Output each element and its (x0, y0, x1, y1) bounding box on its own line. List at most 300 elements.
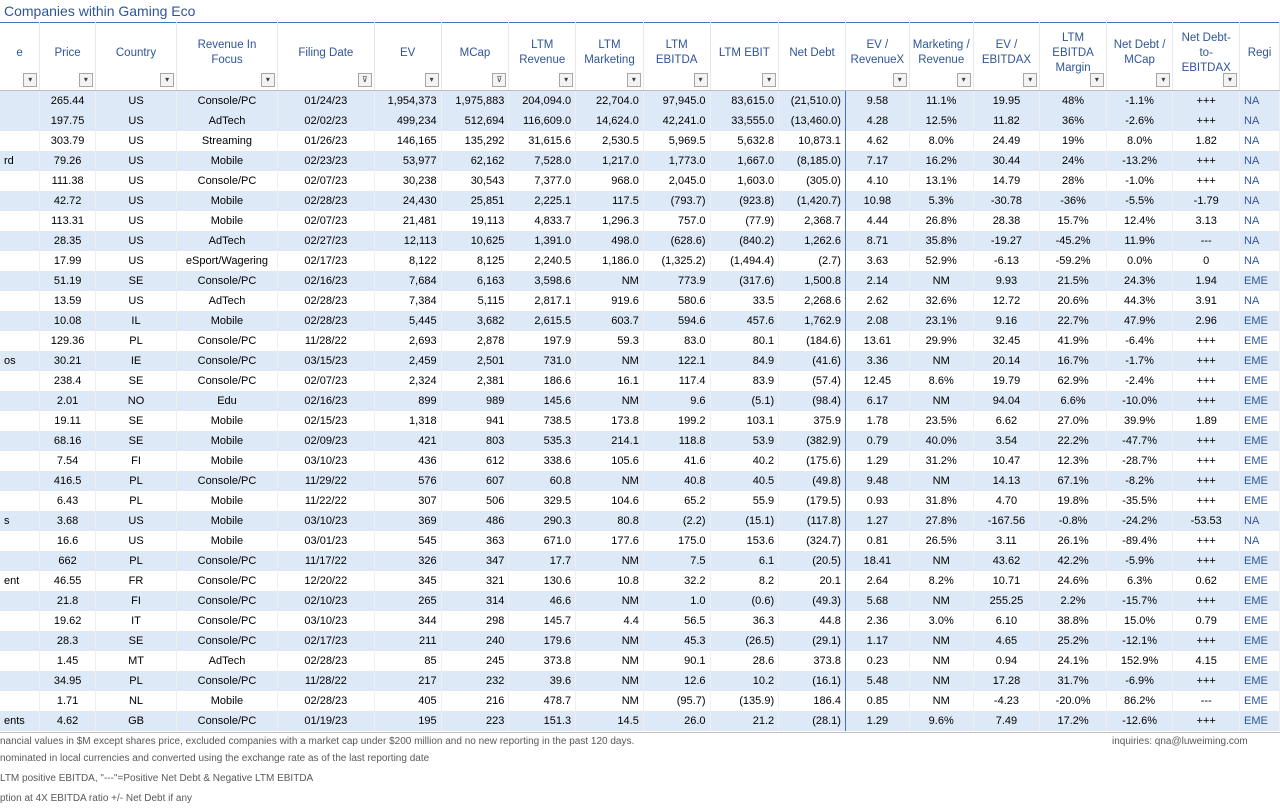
cell-debtebitda[interactable]: 0.62 (1173, 571, 1240, 591)
cell-name[interactable] (0, 91, 40, 111)
cell-debtmcap[interactable]: 11.9% (1106, 231, 1173, 251)
cell-price[interactable]: 13.59 (40, 291, 96, 311)
cell-name[interactable] (0, 391, 40, 411)
cell-focus[interactable]: Mobile (177, 191, 278, 211)
cell-evrev[interactable]: 4.28 (845, 111, 909, 131)
table-row[interactable] (0, 611, 1280, 631)
cell-debtmcap[interactable]: -5.5% (1106, 191, 1173, 211)
cell-filing[interactable]: 02/15/23 (277, 411, 374, 431)
cell-name[interactable] (0, 431, 40, 451)
cell-rev[interactable]: 373.8 (509, 651, 576, 671)
cell-mkt[interactable]: NM (576, 631, 644, 651)
cell-mktrev[interactable]: 31.8% (909, 491, 973, 511)
cell-margin[interactable]: 31.7% (1040, 671, 1107, 691)
cell-ev[interactable]: 405 (374, 691, 441, 711)
cell-filing[interactable]: 02/09/23 (277, 431, 374, 451)
cell-region[interactable]: EME (1240, 371, 1280, 391)
cell-name[interactable]: ent (0, 571, 40, 591)
cell-region[interactable]: EME (1240, 411, 1280, 431)
cell-mcap[interactable]: 216 (441, 691, 509, 711)
cell-mkt[interactable]: NM (576, 271, 644, 291)
cell-rev[interactable]: 329.5 (509, 491, 576, 511)
cell-filing[interactable]: 02/16/23 (277, 391, 374, 411)
cell-price[interactable]: 3.68 (40, 511, 96, 531)
cell-margin[interactable]: 22.7% (1040, 311, 1107, 331)
cell-focus[interactable]: Mobile (177, 691, 278, 711)
cell-debtmcap[interactable]: -6.9% (1106, 671, 1173, 691)
cell-mktrev[interactable]: NM (909, 271, 973, 291)
cell-filing[interactable]: 01/19/23 (277, 711, 374, 731)
cell-mcap[interactable]: 5,115 (441, 291, 509, 311)
cell-mcap[interactable]: 506 (441, 491, 509, 511)
cell-filing[interactable]: 02/02/23 (277, 111, 374, 131)
cell-evebitda[interactable]: 9.16 (973, 311, 1040, 331)
cell-debtmcap[interactable]: 12.4% (1106, 211, 1173, 231)
cell-filing[interactable]: 01/24/23 (277, 91, 374, 111)
cell-price[interactable]: 10.08 (40, 311, 96, 331)
cell-country[interactable]: SE (95, 431, 176, 451)
cell-rev[interactable]: 39.6 (509, 671, 576, 691)
cell-evrev[interactable]: 2.64 (845, 571, 909, 591)
cell-debtmcap[interactable]: -2.6% (1106, 111, 1173, 131)
cell-ebitda[interactable]: 97,945.0 (643, 91, 710, 111)
cell-filing[interactable]: 02/17/23 (277, 631, 374, 651)
cell-region[interactable]: NA (1240, 251, 1280, 271)
cell-debt[interactable]: (8,185.0) (779, 151, 846, 171)
cell-debt[interactable]: (117.8) (779, 511, 846, 531)
cell-debtebitda[interactable]: +++ (1173, 111, 1240, 131)
cell-evebitda[interactable]: 32.45 (973, 331, 1040, 351)
cell-focus[interactable]: Console/PC (177, 271, 278, 291)
cell-name[interactable] (0, 471, 40, 491)
cell-filing[interactable]: 02/23/23 (277, 151, 374, 171)
table-row[interactable] (0, 291, 1280, 311)
cell-mktrev[interactable]: 35.8% (909, 231, 973, 251)
cell-debtebitda[interactable]: 0 (1173, 251, 1240, 271)
cell-mkt[interactable]: 22,704.0 (576, 91, 644, 111)
cell-margin[interactable]: 16.7% (1040, 351, 1107, 371)
filter-dropdown-icon[interactable]: ▾ (627, 73, 641, 87)
cell-ebitda[interactable]: 83.0 (643, 331, 710, 351)
cell-evrev[interactable]: 0.23 (845, 651, 909, 671)
cell-country[interactable]: NO (95, 391, 176, 411)
cell-evrev[interactable]: 7.17 (845, 151, 909, 171)
cell-mcap[interactable]: 135,292 (441, 131, 509, 151)
cell-mcap[interactable]: 10,625 (441, 231, 509, 251)
cell-margin[interactable]: 38.8% (1040, 611, 1107, 631)
table-row[interactable] (0, 331, 1280, 351)
cell-filing[interactable]: 03/10/23 (277, 511, 374, 531)
cell-filing[interactable]: 02/07/23 (277, 371, 374, 391)
cell-mcap[interactable]: 223 (441, 711, 509, 731)
column-header-country[interactable] (95, 22, 176, 91)
cell-debt[interactable]: (179.5) (779, 491, 846, 511)
cell-debtebitda[interactable]: 1.89 (1173, 411, 1240, 431)
cell-mktrev[interactable]: 9.6% (909, 711, 973, 731)
cell-rev[interactable]: 7,377.0 (509, 171, 576, 191)
cell-focus[interactable]: Mobile (177, 211, 278, 231)
cell-debtmcap[interactable]: -12.6% (1106, 711, 1173, 731)
cell-price[interactable]: 662 (40, 551, 96, 571)
cell-debtebitda[interactable]: 1.94 (1173, 271, 1240, 291)
cell-debt[interactable]: (324.7) (779, 531, 846, 551)
cell-ebit[interactable]: 28.6 (710, 651, 779, 671)
cell-evrev[interactable]: 2.14 (845, 271, 909, 291)
cell-evrev[interactable]: 6.17 (845, 391, 909, 411)
table-row[interactable] (0, 411, 1280, 431)
cell-region[interactable]: NA (1240, 91, 1280, 111)
cell-evebitda[interactable]: -4.23 (973, 691, 1040, 711)
cell-margin[interactable]: 24.1% (1040, 651, 1107, 671)
cell-evebitda[interactable]: -167.56 (973, 511, 1040, 531)
cell-mcap[interactable]: 245 (441, 651, 509, 671)
cell-name[interactable]: ents (0, 711, 40, 731)
cell-name[interactable] (0, 371, 40, 391)
cell-mktrev[interactable]: NM (909, 591, 973, 611)
cell-evebitda[interactable]: 14.79 (973, 171, 1040, 191)
cell-ev[interactable]: 369 (374, 511, 441, 531)
cell-debtebitda[interactable]: 3.13 (1173, 211, 1240, 231)
table-row[interactable] (0, 571, 1280, 591)
cell-margin[interactable]: 48% (1040, 91, 1107, 111)
cell-ebitda[interactable]: 122.1 (643, 351, 710, 371)
cell-country[interactable]: US (95, 251, 176, 271)
cell-debt[interactable]: 20.1 (779, 571, 846, 591)
cell-margin[interactable]: -36% (1040, 191, 1107, 211)
cell-debtebitda[interactable]: +++ (1173, 551, 1240, 571)
cell-ev[interactable]: 146,165 (374, 131, 441, 151)
cell-name[interactable] (0, 591, 40, 611)
cell-debtebitda[interactable]: +++ (1173, 171, 1240, 191)
cell-region[interactable]: EME (1240, 671, 1280, 691)
cell-ev[interactable]: 2,459 (374, 351, 441, 371)
cell-ev[interactable]: 576 (374, 471, 441, 491)
cell-name[interactable] (0, 311, 40, 331)
cell-mkt[interactable]: 14.5 (576, 711, 644, 731)
cell-debt[interactable]: 44.8 (779, 611, 846, 631)
cell-country[interactable]: PL (95, 491, 176, 511)
cell-name[interactable] (0, 651, 40, 671)
cell-debtebitda[interactable]: 2.96 (1173, 311, 1240, 331)
cell-name[interactable] (0, 291, 40, 311)
cell-ebit[interactable]: 21.2 (710, 711, 779, 731)
cell-rev[interactable]: 186.6 (509, 371, 576, 391)
cell-mkt[interactable]: 177.6 (576, 531, 644, 551)
cell-name[interactable] (0, 251, 40, 271)
cell-mktrev[interactable]: 32.6% (909, 291, 973, 311)
cell-country[interactable]: US (95, 91, 176, 111)
cell-margin[interactable]: 2.2% (1040, 591, 1107, 611)
cell-evebitda[interactable]: 4.65 (973, 631, 1040, 651)
cell-ev[interactable]: 2,693 (374, 331, 441, 351)
cell-debtmcap[interactable]: -1.1% (1106, 91, 1173, 111)
cell-mktrev[interactable]: NM (909, 471, 973, 491)
cell-ebit[interactable]: (77.9) (710, 211, 779, 231)
cell-debt[interactable]: (49.3) (779, 591, 846, 611)
cell-name[interactable] (0, 411, 40, 431)
cell-mkt[interactable]: 603.7 (576, 311, 644, 331)
cell-mktrev[interactable]: 40.0% (909, 431, 973, 451)
cell-ebit[interactable]: (135.9) (710, 691, 779, 711)
cell-mkt[interactable]: 10.8 (576, 571, 644, 591)
column-header-margin[interactable] (1040, 22, 1107, 91)
cell-price[interactable]: 238.4 (40, 371, 96, 391)
cell-rev[interactable]: 116,609.0 (509, 111, 576, 131)
cell-mkt[interactable]: 2,530.5 (576, 131, 644, 151)
cell-name[interactable] (0, 211, 40, 231)
cell-mcap[interactable]: 321 (441, 571, 509, 591)
cell-filing[interactable]: 02/27/23 (277, 231, 374, 251)
cell-country[interactable]: US (95, 511, 176, 531)
cell-country[interactable]: IT (95, 611, 176, 631)
cell-evrev[interactable]: 0.81 (845, 531, 909, 551)
cell-evebitda[interactable]: 3.11 (973, 531, 1040, 551)
cell-margin[interactable]: 24% (1040, 151, 1107, 171)
cell-price[interactable]: 303.79 (40, 131, 96, 151)
cell-price[interactable]: 113.31 (40, 211, 96, 231)
cell-margin[interactable]: 24.6% (1040, 571, 1107, 591)
cell-mkt[interactable]: 919.6 (576, 291, 644, 311)
table-row[interactable] (0, 711, 1280, 731)
cell-region[interactable]: EME (1240, 391, 1280, 411)
cell-debtebitda[interactable]: +++ (1173, 451, 1240, 471)
cell-evebitda[interactable]: 255.25 (973, 591, 1040, 611)
cell-mcap[interactable]: 30,543 (441, 171, 509, 191)
cell-country[interactable]: US (95, 171, 176, 191)
cell-mcap[interactable]: 2,501 (441, 351, 509, 371)
cell-name[interactable] (0, 451, 40, 471)
cell-filing[interactable]: 02/28/23 (277, 691, 374, 711)
cell-evebitda[interactable]: 9.93 (973, 271, 1040, 291)
cell-debtebitda[interactable]: +++ (1173, 491, 1240, 511)
cell-ebit[interactable]: 8.2 (710, 571, 779, 591)
column-header-debtmcap[interactable] (1106, 22, 1173, 91)
cell-rev[interactable]: 478.7 (509, 691, 576, 711)
cell-region[interactable]: NA (1240, 511, 1280, 531)
cell-ebit[interactable]: 33.5 (710, 291, 779, 311)
cell-margin[interactable]: 12.3% (1040, 451, 1107, 471)
cell-ebit[interactable]: 1,667.0 (710, 151, 779, 171)
cell-price[interactable]: 416.5 (40, 471, 96, 491)
cell-filing[interactable]: 03/15/23 (277, 351, 374, 371)
cell-debtmcap[interactable]: 15.0% (1106, 611, 1173, 631)
cell-mkt[interactable]: NM (576, 391, 644, 411)
cell-debtmcap[interactable]: -15.7% (1106, 591, 1173, 611)
cell-focus[interactable]: Mobile (177, 151, 278, 171)
cell-evrev[interactable]: 1.29 (845, 451, 909, 471)
table-row[interactable] (0, 271, 1280, 291)
cell-mkt[interactable]: 1,217.0 (576, 151, 644, 171)
cell-evebitda[interactable]: 43.62 (973, 551, 1040, 571)
cell-mktrev[interactable]: NM (909, 691, 973, 711)
cell-region[interactable]: EME (1240, 471, 1280, 491)
cell-focus[interactable]: AdTech (177, 651, 278, 671)
cell-region[interactable]: EME (1240, 571, 1280, 591)
cell-country[interactable]: US (95, 531, 176, 551)
cell-ebitda[interactable]: 773.9 (643, 271, 710, 291)
cell-rev[interactable]: 671.0 (509, 531, 576, 551)
cell-filing[interactable]: 02/28/23 (277, 651, 374, 671)
cell-debtebitda[interactable]: +++ (1173, 331, 1240, 351)
cell-margin[interactable]: 6.6% (1040, 391, 1107, 411)
cell-price[interactable]: 7.54 (40, 451, 96, 471)
cell-ebit[interactable]: 10.2 (710, 671, 779, 691)
cell-mktrev[interactable]: 8.0% (909, 131, 973, 151)
cell-margin[interactable]: 19% (1040, 131, 1107, 151)
cell-mktrev[interactable]: 26.8% (909, 211, 973, 231)
cell-ebit[interactable]: 5,632.8 (710, 131, 779, 151)
cell-mktrev[interactable]: 3.0% (909, 611, 973, 631)
filter-dropdown-icon[interactable]: ▾ (1023, 73, 1037, 87)
cell-mkt[interactable]: 80.8 (576, 511, 644, 531)
cell-mkt[interactable]: 214.1 (576, 431, 644, 451)
cell-ebitda[interactable]: (95.7) (643, 691, 710, 711)
table-row[interactable] (0, 391, 1280, 411)
cell-debtmcap[interactable]: 86.2% (1106, 691, 1173, 711)
cell-debt[interactable]: (175.6) (779, 451, 846, 471)
cell-ebitda[interactable]: 9.6 (643, 391, 710, 411)
cell-filing[interactable]: 11/29/22 (277, 471, 374, 491)
cell-country[interactable]: SE (95, 631, 176, 651)
cell-mktrev[interactable]: 31.2% (909, 451, 973, 471)
cell-debtebitda[interactable]: 4.15 (1173, 651, 1240, 671)
cell-debtebitda[interactable]: +++ (1173, 391, 1240, 411)
cell-debt[interactable]: 375.9 (779, 411, 846, 431)
cell-rev[interactable]: 1,391.0 (509, 231, 576, 251)
cell-margin[interactable]: 22.2% (1040, 431, 1107, 451)
cell-debtmcap[interactable]: -89.4% (1106, 531, 1173, 551)
cell-debtmcap[interactable]: -47.7% (1106, 431, 1173, 451)
cell-name[interactable] (0, 231, 40, 251)
table-row[interactable] (0, 111, 1280, 131)
table-row[interactable] (0, 311, 1280, 331)
cell-focus[interactable]: Mobile (177, 311, 278, 331)
cell-evebitda[interactable]: 14.13 (973, 471, 1040, 491)
cell-mktrev[interactable]: NM (909, 631, 973, 651)
cell-evrev[interactable]: 10.98 (845, 191, 909, 211)
cell-debtebitda[interactable]: 1.82 (1173, 131, 1240, 151)
cell-evebitda[interactable]: -19.27 (973, 231, 1040, 251)
cell-country[interactable]: PL (95, 671, 176, 691)
cell-debtmcap[interactable]: -1.7% (1106, 351, 1173, 371)
cell-margin[interactable]: -0.8% (1040, 511, 1107, 531)
cell-rev[interactable]: 145.7 (509, 611, 576, 631)
cell-country[interactable]: US (95, 191, 176, 211)
cell-mkt[interactable]: NM (576, 591, 644, 611)
cell-mktrev[interactable]: 29.9% (909, 331, 973, 351)
cell-evrev[interactable]: 4.10 (845, 171, 909, 191)
cell-debt[interactable]: (21,510.0) (779, 91, 846, 111)
cell-name[interactable] (0, 131, 40, 151)
cell-evebitda[interactable]: 6.62 (973, 411, 1040, 431)
cell-margin[interactable]: 41.9% (1040, 331, 1107, 351)
cell-ev[interactable]: 24,430 (374, 191, 441, 211)
cell-debtebitda[interactable]: +++ (1173, 711, 1240, 731)
cell-debt[interactable]: (29.1) (779, 631, 846, 651)
cell-debt[interactable]: (184.6) (779, 331, 846, 351)
cell-focus[interactable]: AdTech (177, 111, 278, 131)
cell-rev[interactable]: 2,225.1 (509, 191, 576, 211)
cell-mcap[interactable]: 803 (441, 431, 509, 451)
cell-evebitda[interactable]: 3.54 (973, 431, 1040, 451)
cell-mcap[interactable]: 2,878 (441, 331, 509, 351)
cell-evrev[interactable]: 0.79 (845, 431, 909, 451)
cell-mkt[interactable]: NM (576, 351, 644, 371)
cell-debtebitda[interactable]: -53.53 (1173, 511, 1240, 531)
cell-filing[interactable]: 02/28/23 (277, 311, 374, 331)
cell-rev[interactable]: 145.6 (509, 391, 576, 411)
cell-evrev[interactable]: 8.71 (845, 231, 909, 251)
cell-debt[interactable]: (20.5) (779, 551, 846, 571)
cell-mktrev[interactable]: 16.2% (909, 151, 973, 171)
filter-dropdown-icon[interactable]: ▾ (694, 73, 708, 87)
cell-evrev[interactable]: 0.85 (845, 691, 909, 711)
filter-dropdown-icon[interactable]: ▾ (261, 73, 275, 87)
column-header-mkt[interactable] (576, 22, 644, 91)
cell-evrev[interactable]: 5.48 (845, 671, 909, 691)
cell-evebitda[interactable]: 6.10 (973, 611, 1040, 631)
cell-mkt[interactable]: NM (576, 551, 644, 571)
cell-filing[interactable]: 12/20/22 (277, 571, 374, 591)
cell-filing[interactable]: 11/28/22 (277, 331, 374, 351)
cell-region[interactable]: NA (1240, 291, 1280, 311)
column-header-filing[interactable] (277, 22, 374, 91)
cell-debt[interactable]: 1,262.6 (779, 231, 846, 251)
cell-debtebitda[interactable]: -1.79 (1173, 191, 1240, 211)
cell-debtebitda[interactable]: +++ (1173, 671, 1240, 691)
cell-country[interactable]: IE (95, 351, 176, 371)
cell-focus[interactable]: Mobile (177, 431, 278, 451)
cell-ebitda[interactable]: 41.6 (643, 451, 710, 471)
table-row[interactable] (0, 151, 1280, 171)
cell-mkt[interactable]: NM (576, 651, 644, 671)
cell-ebit[interactable]: (1,494.4) (710, 251, 779, 271)
cell-country[interactable]: US (95, 111, 176, 131)
cell-region[interactable]: NA (1240, 111, 1280, 131)
cell-rev[interactable]: 4,833.7 (509, 211, 576, 231)
cell-mkt[interactable]: 105.6 (576, 451, 644, 471)
table-row[interactable] (0, 231, 1280, 251)
cell-mktrev[interactable]: 27.8% (909, 511, 973, 531)
cell-focus[interactable]: Console/PC (177, 351, 278, 371)
cell-ebitda[interactable]: 42,241.0 (643, 111, 710, 131)
cell-country[interactable]: GB (95, 711, 176, 731)
filter-dropdown-icon[interactable]: ▾ (23, 73, 37, 87)
table-row[interactable] (0, 511, 1280, 531)
cell-country[interactable]: FI (95, 451, 176, 471)
column-header-focus[interactable] (177, 22, 278, 91)
cell-evebitda[interactable]: 24.49 (973, 131, 1040, 151)
cell-debtebitda[interactable]: +++ (1173, 531, 1240, 551)
cell-mkt[interactable]: NM (576, 691, 644, 711)
cell-mkt[interactable]: 968.0 (576, 171, 644, 191)
cell-focus[interactable]: Console/PC (177, 631, 278, 651)
cell-ev[interactable]: 195 (374, 711, 441, 731)
cell-rev[interactable]: 151.3 (509, 711, 576, 731)
cell-price[interactable]: 17.99 (40, 251, 96, 271)
cell-price[interactable]: 19.11 (40, 411, 96, 431)
table-row[interactable] (0, 371, 1280, 391)
cell-ebitda[interactable]: 175.0 (643, 531, 710, 551)
cell-region[interactable]: NA (1240, 131, 1280, 151)
cell-debtmcap[interactable]: -28.7% (1106, 451, 1173, 471)
cell-mcap[interactable]: 347 (441, 551, 509, 571)
cell-mktrev[interactable]: 8.2% (909, 571, 973, 591)
table-row[interactable] (0, 351, 1280, 371)
cell-mcap[interactable]: 25,851 (441, 191, 509, 211)
cell-debtmcap[interactable]: 39.9% (1106, 411, 1173, 431)
cell-mkt[interactable]: 16.1 (576, 371, 644, 391)
